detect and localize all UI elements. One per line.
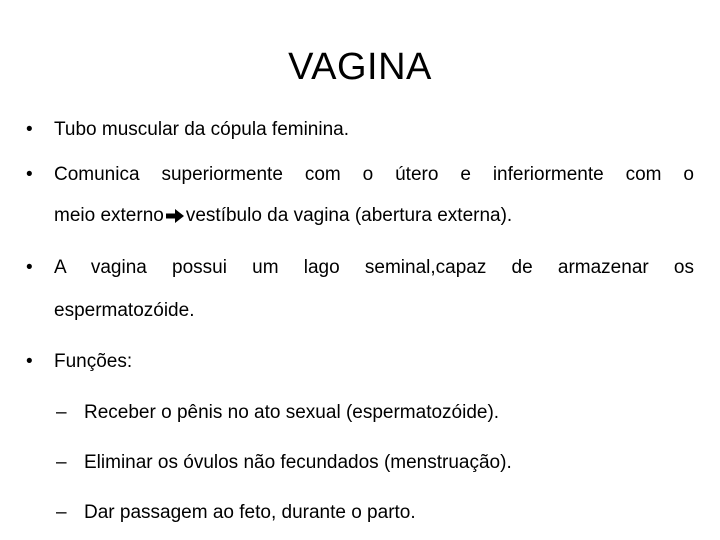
bullet-text-segment: meio externo: [54, 205, 164, 226]
bullet-dot: •: [26, 351, 33, 372]
slide-body: [26, 108, 694, 538]
bullet-item: [26, 108, 694, 152]
bullet-text: Tubo muscular da cópula feminina.: [54, 119, 350, 140]
bullet-item: [26, 154, 694, 236]
bullet-text-line: A vagina possui um lago seminal,capaz de armazenar os: [54, 257, 694, 278]
sub-item: [26, 438, 694, 488]
sub-item: [26, 488, 694, 538]
bullet-text-segment: vestíbulo da vagina (abertura externa).: [185, 205, 513, 226]
sub-text: Receber o pênis no ato sexual (espermatozóide).: [84, 402, 500, 423]
bullet-dot: •: [26, 119, 33, 140]
sub-dash: –: [56, 452, 67, 473]
sub-text: Dar passagem ao feto, durante o parto.: [84, 502, 416, 523]
slide-title: VAGINA: [288, 46, 432, 88]
bullet-text-line: [54, 205, 512, 226]
sub-dash: –: [56, 402, 67, 423]
sub-text: Eliminar os óvulos não fecundados (menstruação).: [84, 452, 512, 473]
bullet-text: Funções:: [54, 351, 133, 372]
sub-dash: –: [56, 502, 67, 523]
sub-item: [26, 388, 694, 438]
bullet-dot: •: [26, 257, 33, 278]
right-arrow-icon: [165, 208, 185, 224]
bullet-dot: •: [26, 164, 33, 185]
bullet-item: [26, 340, 694, 384]
bullet-text-line: espermatozóide.: [54, 300, 195, 321]
bullet-text-line: Comunica superiormente com o útero e inferiormente com o: [54, 164, 694, 185]
bullet-item: [26, 246, 694, 332]
